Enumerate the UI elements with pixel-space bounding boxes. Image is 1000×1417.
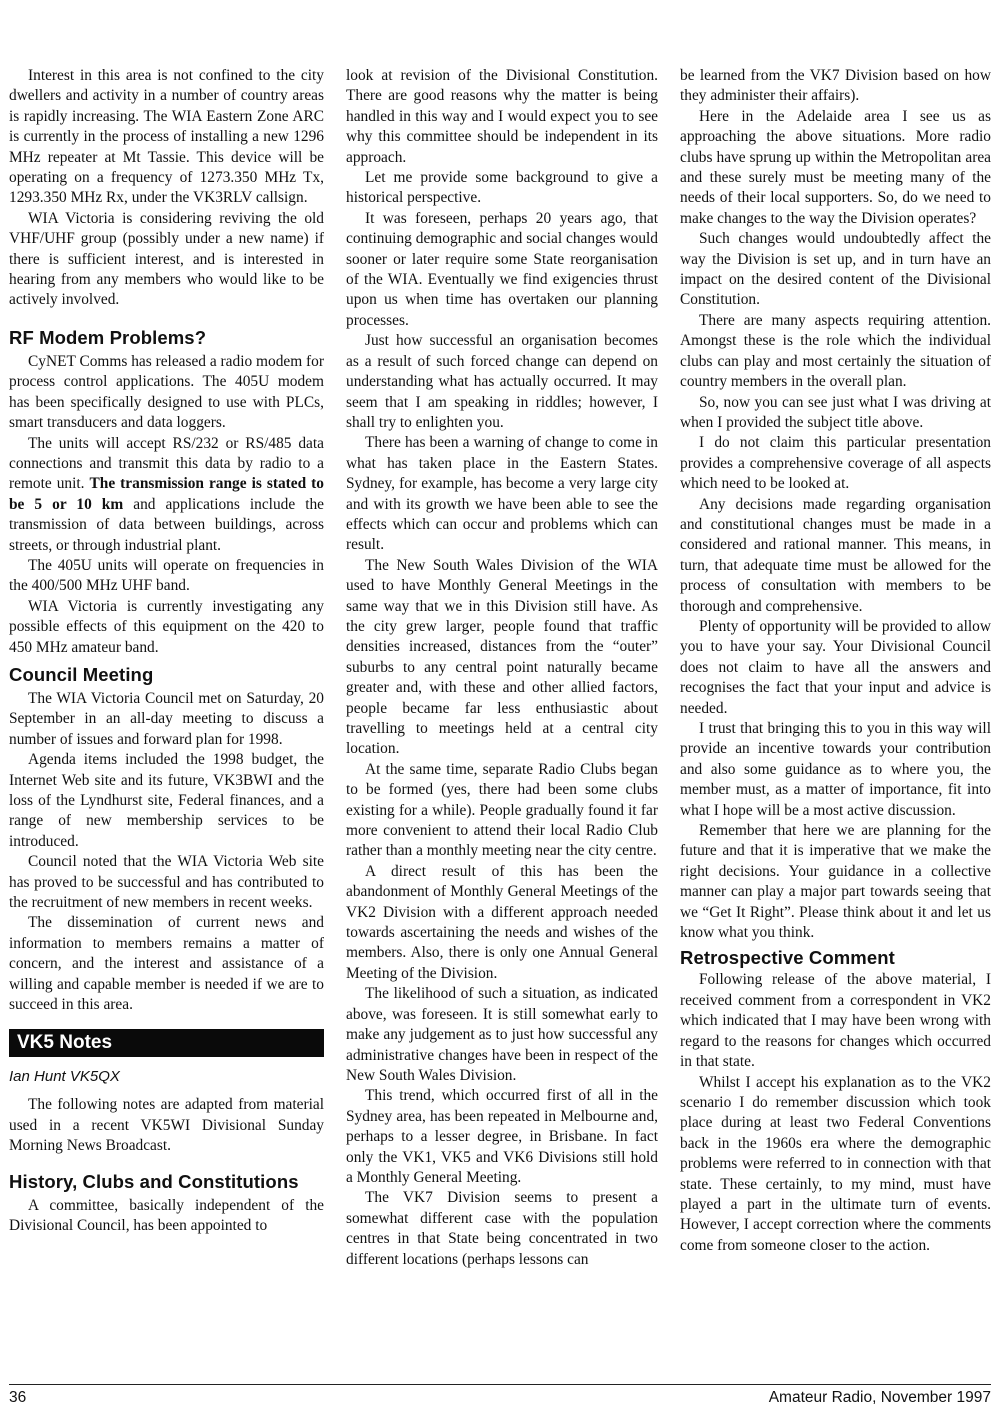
author-byline: Ian Hunt VK5QX: [9, 1068, 120, 1086]
paragraph-council-met: The WIA Victoria Council met on Saturday, 20 September in an all-day meeting to discuss a number of issues and forward plan for 1998.: [9, 689, 324, 748]
paragraph-trend: This trend, which occurred first of all in the Sydney area, has been repeated in Melbourne and, perhaps to a lesser degree, in Brisbane. In fact only the VK1, VK5 and VK6 Divisions still hold a Monthly General Meeting.: [346, 1087, 658, 1186]
paragraph-so-now: So, now you can see just what I was driving at when I provided the subject title above.: [680, 393, 991, 431]
column-3: [680, 66, 991, 1256]
paragraph-agenda: Agenda items included the 1998 budget, the Internet Web site and its future, VK3BWI and the loss of the Lyndhurst site, Federal finances, and a range of new membership services to be introduced.: [9, 751, 324, 850]
paragraph-whilst: Whilst I accept his explanation as to the VK2 scenario I do remember discussion which took place during at least two Federal Conventions back in the 1960s era where the demographic problems were referred to in connection with that state. These certainly, to my mind, must have played a part in the ultimate turn of events. However, I accept correction where the comments come from someone closer to the action.: [680, 1073, 991, 1254]
paragraph-background: Let me provide some background to give a historical perspective.: [346, 169, 658, 207]
footer-rule: [9, 1384, 991, 1385]
paragraph-just-how: Just how successful an organisation becomes as a result of such forced change can depend on understanding what has actually occurred. It may seem that I am speaking in riddles; however, I shall try to enlighten you.: [346, 332, 658, 431]
paragraph-405u: The 405U units will operate on frequencies in the 400/500 MHz UHF band.: [9, 556, 324, 595]
paragraph-committee: A committee, basically independent of the Divisional Council, has been appointed to: [9, 1196, 324, 1235]
paragraph-warning: There has been a warning of change to come in what has taken place in the Eastern States. Sydney, for example, has become a very large city and with its growth we have been able to see the effects which can occur and problems which can result.: [346, 434, 658, 554]
heading-retrospective-comment: Retrospective Comment: [680, 947, 895, 969]
paragraph-cynet: CyNET Comms has released a radio modem for process control applications. The 405U modem has been specifically designed to use with PLCs, smart transducers and data loggers.: [9, 352, 324, 432]
paragraph-direct-result: A direct result of this has been the abandonment of Monthly General Meetings of the VK2 Division with a different approach needed towards ascertaining the needs and wishes of the members. Also, there is only one Annual General Meeting of the Division.: [346, 862, 658, 982]
paragraph-reviving: WIA Victoria is considering reviving the old VHF/UHF group (possibly under a new name) if there is sufficient interest, and is interested in hearing from any members who would like to be actively involved.: [9, 209, 324, 309]
paragraph-remember: Remember that here we are planning for the future and that it is imperative that we make the right decisions. Your guidance in a collective manner can play a major part towards seeing that we “Get It Right”. Please think about it and let us know what you think.: [680, 822, 991, 942]
paragraph-units: [9, 434, 324, 556]
section-banner-vk5-notes: VK5 Notes: [9, 1029, 324, 1057]
paragraph-following: The following notes are adapted from material used in a recent VK5WI Divisional Sunday Morning News Broadcast.: [9, 1096, 324, 1155]
paragraph-trust: I trust that bringing this to you in this way will provide an incentive towards your contribution and also some guidance as to where you, the member must, as a matter of importance, fit into what I hope will be a most active discussion.: [680, 720, 991, 819]
paragraph-dissemination: The dissemination of current news and information to members remains a matter of concern, and the interest and assistance of a willing and capable member is needed if we are to succeed in this area.: [9, 914, 324, 1014]
paragraph-plenty: Plenty of opportunity will be provided to allow you to have your say. Your Divisional Council does not claim to have all the answers and recognises the fact that your input and advice is needed.: [680, 617, 991, 717]
paragraph-same-time: At the same time, separate Radio Clubs began to be formed (yes, there had been some clubs existing for a while). People gradually found it far more convenient to attend their local Radio Club rather than a monthly meeting near the city centre.: [346, 760, 658, 860]
units-text-b: and applications include the transmission of data between buildings, across streets, or through industrial plant.: [9, 495, 324, 554]
paragraph-learned: be learned from the VK7 Division based on how they administer their affairs).: [680, 67, 991, 105]
units-text-a: The units will accept RS/232 or RS/485 data connections and transmit this data by radio to a remote unit.: [9, 434, 324, 493]
column-2: [346, 66, 658, 1270]
publication-footer: Amateur Radio, November 1997: [768, 1389, 991, 1406]
paragraph-many-aspects: There are many aspects requiring attention. Amongst these is the role which the individual clubs can play and most certainly the situation of country members in the overall plan.: [680, 311, 991, 391]
units-text-bold: The transmission range is stated to be 5 or 10 km: [9, 475, 324, 513]
paragraph-investigating: WIA Victoria is currently investigating any possible effects of this equipment on the 420 to 450 MHz amateur band.: [9, 597, 324, 656]
heading-council-meeting: Council Meeting: [9, 663, 154, 685]
paragraph-adelaide: Here in the Adelaide area I see us as approaching the above situations. More radio clubs have sprung up within the Metropolitan area and these surely must be meeting many of the needs of their local supporters. So, do we need to make changes to the way the Division operates?: [680, 107, 991, 227]
paragraph-foreseen: It was foreseen, perhaps 20 years ago, that continuing demographic and social changes would sooner or later require some State reorganisation of the WIA. Eventually we find exigencies thrust upon us when time has overtaken our planning processes.: [346, 209, 658, 329]
paragraph-such-changes: Such changes would undoubtedly affect the way the Division is set up, and in turn have an impact on the desired content of the Divisional Constitution.: [680, 230, 991, 309]
paragraph-not-claim: I do not claim this particular presentation provides a comprehensive coverage of all aspects which need to be looked at.: [680, 434, 991, 493]
paragraph-look: look at revision of the Divisional Constitution. There are good reasons why the matter is being handled in this way and I would expect you to see why this committee should be independent in its approach.: [346, 67, 658, 166]
page-number: 36: [9, 1389, 27, 1406]
paragraph-following-release: Following release of the above material, I received comment from a correspondent in VK2 which indicated that I may have been wrong with regard to the reasons for changes which occurred in that state.: [680, 971, 991, 1071]
paragraph-vk7: The VK7 Division seems to present a somewhat different case with the population centres in that State being concentrated in two different locations (perhaps lessons can: [346, 1189, 658, 1268]
paragraph-council-noted: Council noted that the WIA Victoria Web site has proved to be successful and has contributed to the recruitment of new members in recent weeks.: [9, 853, 324, 912]
paragraph-interest: Interest in this area is not confined to the city dwellers and activity in a number of country areas is rapidly increasing. The WIA Eastern Zone ARC is currently in the process of installing a new 1296 MHz repeater at Mt Tassie. This device will be operating on a frequency of 1273.350 MHz Tx, 1293.350 MHz Rx, under the VK3RLV callsign.: [9, 67, 324, 207]
heading-rf-modem-problems: RF Modem Problems?: [9, 326, 207, 348]
paragraph-nsw: The New South Wales Division of the WIA used to have Monthly General Meetings in the same way that we in this Division still have. As the city grew larger, people found that traffic densities increased, distances from the “outer” suburbs to any central point naturally became greater and, with these and other allied factors, people became far less enthusiastic about travelling to meetings held at a central city location.: [346, 556, 658, 758]
paragraph-decisions: Any decisions made regarding organisation and constitutional changes must be made in a considered and rational manner. This means, in turn, that adequate time must be allowed for the process of consultation with members to be thorough and comprehensive.: [680, 495, 991, 615]
column-1: [9, 66, 324, 1237]
heading-history-clubs-constitutions: History, Clubs and Constitutions: [9, 1170, 299, 1192]
paragraph-likelihood: The likelihood of such a situation, as indicated above, was foreseen. It is still somewhat early to make any judgement as to just how successful any administrative changes have been in respect of the New South Wales Division.: [346, 985, 658, 1084]
